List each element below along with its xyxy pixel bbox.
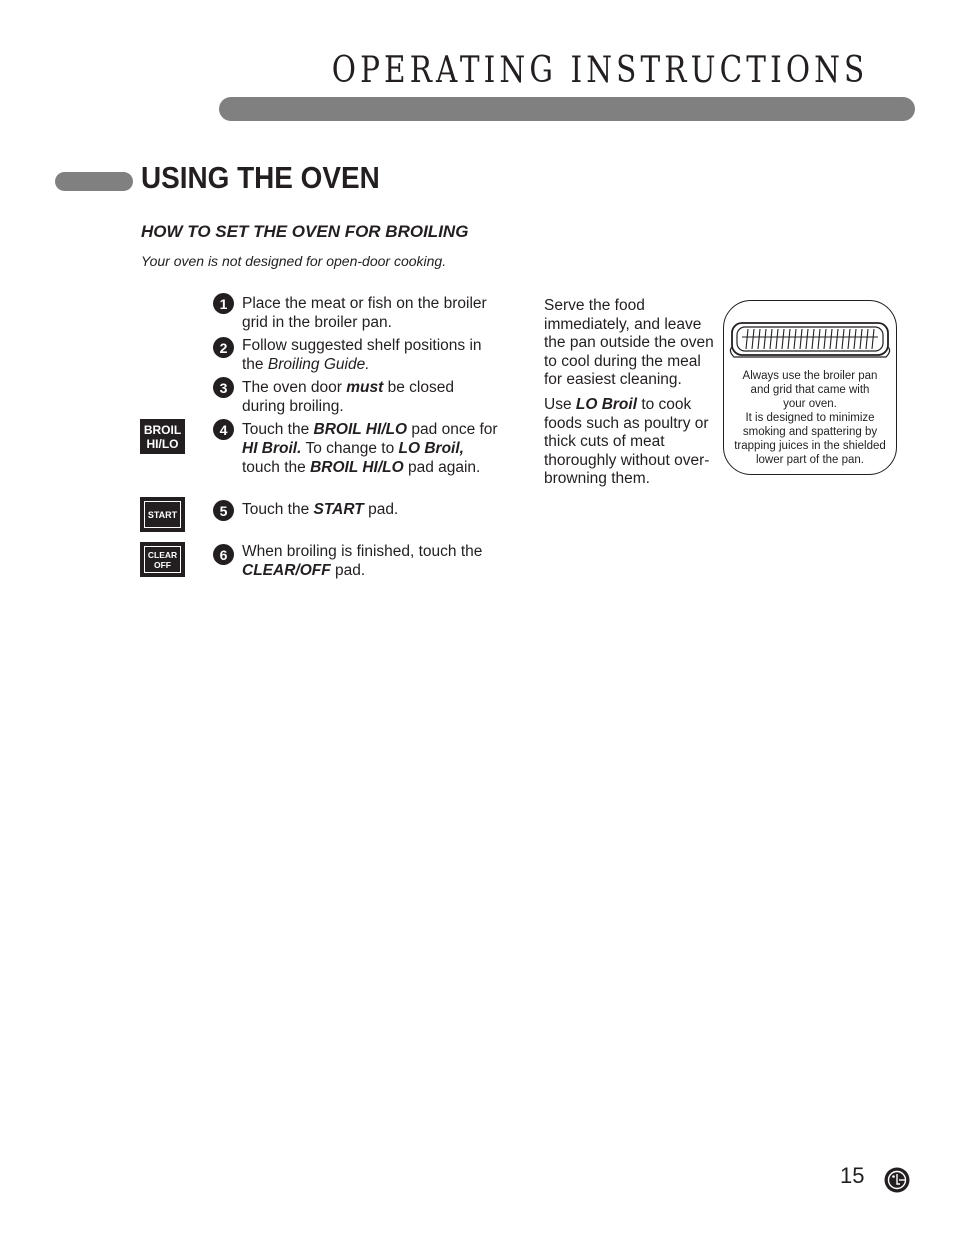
broiler-pan-icon bbox=[724, 307, 896, 371]
step-number-6: 6 bbox=[213, 544, 234, 565]
right-column bbox=[544, 297, 716, 495]
callout-line-1: Always use the broiler pan and grid that came with your oven. bbox=[742, 370, 878, 410]
note: Your oven is not designed for open-door cooking. bbox=[141, 253, 447, 269]
step-number-2: 2 bbox=[213, 337, 234, 358]
step-text-3: The oven door must be closed during broiling. bbox=[242, 379, 454, 415]
start-pad-frame bbox=[144, 501, 181, 528]
callout-text bbox=[724, 369, 896, 467]
step-number-5: 5 bbox=[213, 500, 234, 521]
step-text-2: Follow suggested shelf positions in the Broiling Guide. bbox=[242, 337, 482, 373]
step-number-3: 3 bbox=[213, 377, 234, 398]
broiler-pan-callout bbox=[723, 300, 897, 475]
clear-pad-label-line1: CLEAR bbox=[147, 549, 178, 560]
clear-pad-label-line2: OFF bbox=[154, 559, 171, 570]
subheading: HOW TO SET THE OVEN FOR BROILING bbox=[141, 222, 469, 241]
section-title: USING THE OVEN bbox=[141, 160, 380, 195]
step-number-4: 4 bbox=[213, 419, 234, 440]
lo-broil-paragraph: Use LO Broil to cook foods such as poultry or thick cuts of meat thoroughly without over-browning them. bbox=[544, 395, 710, 488]
header-title: OPERATING INSTRUCTIONS bbox=[331, 50, 868, 91]
section-pill bbox=[55, 172, 133, 191]
lg-logo-icon bbox=[884, 1167, 910, 1193]
broil-pad-label-line1: BROIL bbox=[143, 422, 182, 437]
step-number-1: 1 bbox=[213, 293, 234, 314]
start-pad bbox=[140, 497, 185, 532]
serve-paragraph: Serve the food immediately, and leave the pan outside the oven to cool during the meal for easiest cleaning. bbox=[544, 297, 714, 389]
clear-off-pad bbox=[140, 542, 185, 577]
step-text-4: Touch the BROIL HI/LO pad once for HI Broil. To change to LO Broil, touch the BROIL HI/LO pad again. bbox=[242, 421, 498, 476]
step-text-1: Place the meat or fish on the broiler grid in the broiler pan. bbox=[242, 295, 487, 331]
callout-line-2: It is designed to minimize smoking and spattering by trapping juices in the shielded lower part of the pan. bbox=[734, 412, 886, 466]
step-text-5: Touch the START pad. bbox=[242, 501, 399, 518]
header-bar bbox=[219, 97, 915, 121]
broil-hi-lo-pad bbox=[140, 419, 185, 454]
step-text-6: When broiling is finished, touch the CLEAR/OFF pad. bbox=[242, 543, 483, 579]
page-number: 15 bbox=[840, 1163, 865, 1188]
broil-pad-label-line2: HI/LO bbox=[146, 436, 179, 451]
clear-off-pad-frame bbox=[144, 546, 181, 573]
start-pad-label: START bbox=[147, 509, 178, 520]
